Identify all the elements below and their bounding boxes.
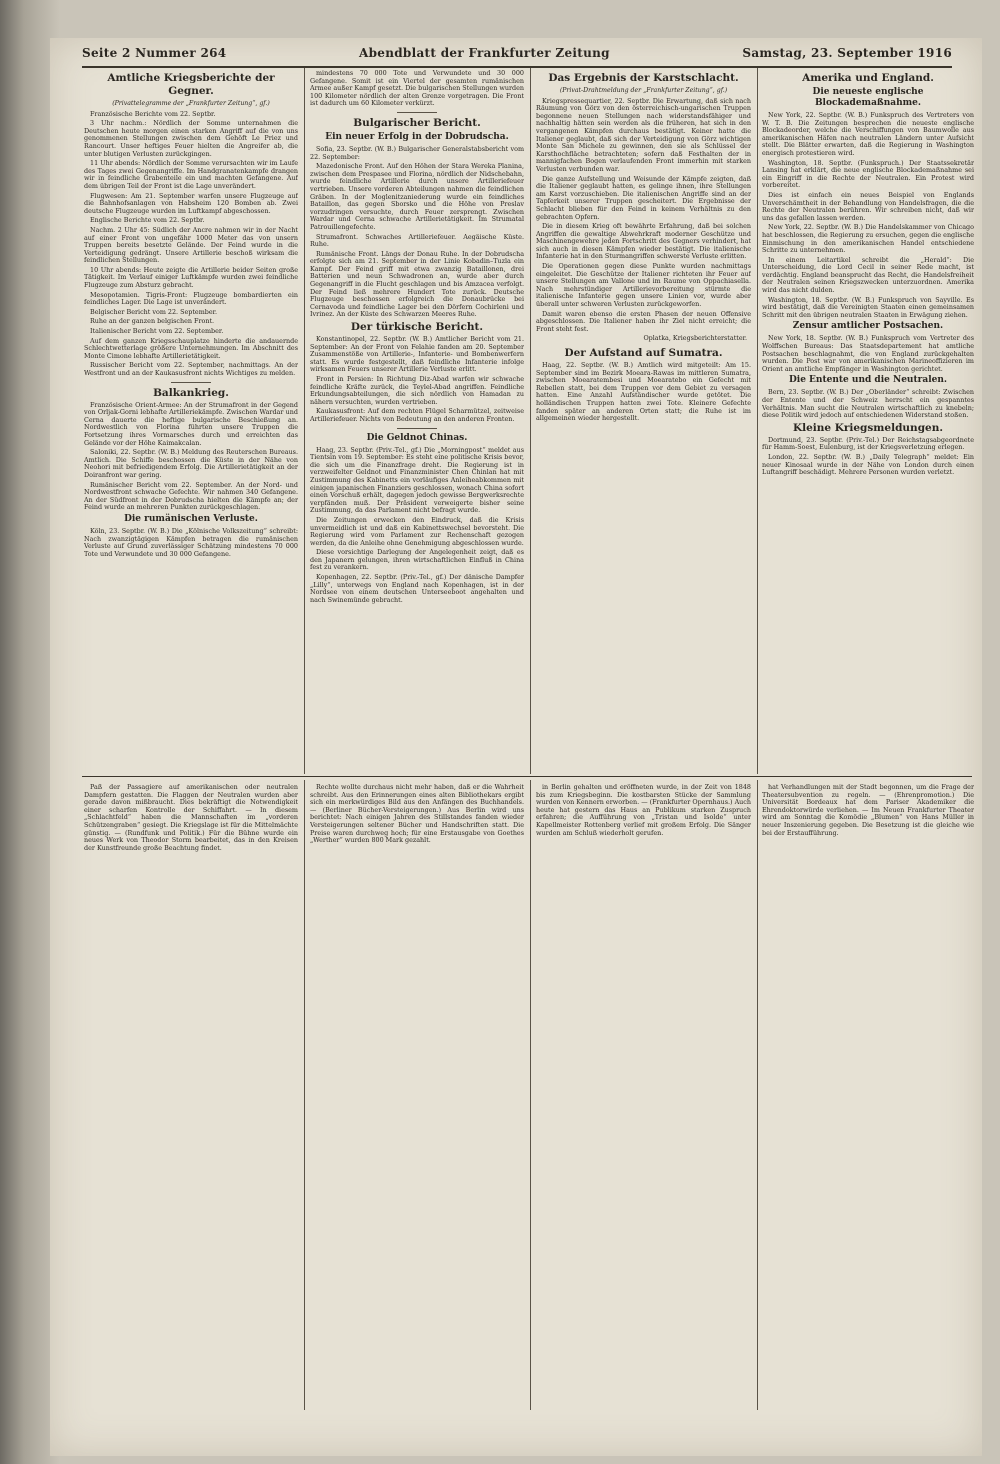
article-paragraph: Ruhe an der ganzen belgischen Front. [90,317,215,326]
column-rule [757,780,758,1410]
article-paragraph: Sofia, 23. Septbr. (W. B.) Bulgarischer Generalstabsbericht vom 22. September: [310,144,524,161]
article-paragraph: Mazedonische Front. Auf den Höhen der Stara Wereka Planina, zwischen dem Prespasee und Florina, nördlich der Nidschebahn, wurde feindliche Artillerie durch unsere Artilleriefeuer vertrieben. Unsere vorderen Abteilungen nahmen die feindlichen Gräben. In der Moglenitzaniederung wurde ein feindliches Bataillon, das gegen Sborsko und die Höhe von Preslav vorzudringen versuchte, durch Feuer zersprengt. Zwischen Wardar und Cerna schwache Artillerietätigkeit. Im Strumatal Patrouillengefechte. [310,162,524,231]
short-rule [171,382,211,383]
article-paragraph: Washington, 18. Septbr. (Funkspruch.) Der Staatssekretär Lansing hat erklärt, die neue englische Blockademaßnahme sei ein Eingriff in die Rechte der Neutralen. Ein Protest wird vorbereitet. [762,158,974,190]
article-paragraph: Haag, 22. Septbr. (W. B.) Amtlich wird mitgeteilt: Am 15. September sind im Bezirk Moeara-Rawas im mittleren Sumatra, zwischen Moearatembesi und Moearatebo ein Gefecht mit Rebellen statt, bei dem Truppen vor dem Gebiet zu versagen hatten. Eine Anzahl Aufständischer wurde getötet. Die holländischen Truppen hatten zwei Tote. Kleinere Gefechte fanden später an anderen Orten statt; die Ruhe ist im allgemeinen wieder hergestellt. [536,361,751,423]
article-paragraph: in Berlin gehalten und eröffneten wurde, in der Zeit von 1848 bis zum Kriegsbeginn. Die kostbarsten Stücke der Sammlung wurden von Kennern erworben. — (Frankfurter Opernhaus.) Auch heute hat gestern das Haus an Publikum starken Zuspruch erfahren; die Aufführung von „Tristan und Isolde“ unter Kapellmeister Rottenberg verlief mit großem Erfolg. Die Sänger wurden am Schluß wiederholt gerufen. [536,784,751,837]
page-number: Seite 2 Nummer 264 [82,46,227,60]
column-rule [304,780,305,1410]
masthead: Abendblatt der Frankfurter Zeitung [358,46,610,60]
column-2 [310,70,524,774]
article-paragraph: Köln, 23. Septbr. (W. B.) Die „Kölnische Volkszeitung“ schreibt: Nach zwanzigtägigen Kämpfen betragen die rumänischen Verluste auf Grund zuverlässiger Schätzung mindestens 70 000 Tote und Verwundete und 30 000 Gefangene. [84,526,298,558]
header-rule [82,66,952,68]
headline-bulgarian-report: Bulgarischer Bericht. [353,116,481,129]
article-paragraph: Mesopotamien. Tigris-Front: Flugzeuge bombardierten ein feindliches Lager. Die Lage ist unverändert. [84,290,298,307]
headline-entente-neutrals: Die Entente und die Neutralen. [788,375,948,386]
feuilleton-column-4 [762,784,974,1404]
headline-karst-battle: Das Ergebnis der Karstschlacht. [548,72,739,84]
article-paragraph: Dortmund, 23. Septbr. (Priv.-Tel.) Der Reichstagsabgeordnete für Hamm-Soest, Eulenburg, ist der Kriegsverletzung erlegen. [762,435,974,452]
column-4 [762,70,974,774]
issue-date: Samstag, 23. September 1916 [742,46,952,60]
feuilleton-column-2 [310,784,524,1404]
article-paragraph: Die Operationen gegen diese Punkte wurden nachmittags eingeleitet. Die Geschütze der Italiener richteten ihr Feuer auf unsere Stellungen am Vallone und im Raume von Oppachiasella. Nach mehrstündiger Artillerievorbereitung stürmte die italienische Infanterie gegen unsere Linien vor, wurde aber überall unter schweren Verlusten zurückgeworfen. [536,262,751,309]
article-paragraph: New York, 22. Septbr. (W. B.) Die Handelskammer von Chicago hat beschlossen, die Regierung zu ersuchen, gegen die englische Einmischung in den amerikanischen Handel entschiedene Schritte zu unternehmen. [762,223,974,255]
short-rule [397,112,437,113]
article-paragraph: Kopenhagen, 22. Septbr. (Priv.-Tel., gf.) Der dänische Dampfer „Lilly“, unterwegs von England nach Kopenhagen, ist in der Nordsee von einem deutschen Unterseeboot angehalten und nach Swinemünde gebracht. [310,573,524,604]
headline-subtitle: (Privat-Drahtmeldung der „Frankfurter Zeitung“, gf.) [559,87,728,94]
article-paragraph: New York, 22. Septbr. (W. B.) Funkspruch des Vertreters von W. T. B. Die Zeitungen besprechen die neueste englische Blockadeorder, welche die Verschiffungen von Baumwolle aus amerikanischen Häfen nach neutralen Ländern unter Aufsicht stellt. Die Blätter erwarten, daß die Regierung in Washington energisch protestieren wird. [762,111,974,157]
article-paragraph: Diese vorsichtige Darlegung der Angelegenheit zeigt, daß es den Japanern gelungen, ihren wirtschaftlichen Einfluß in China fest zu verankern. [310,548,524,572]
article-paragraph: Kriegspressequartier, 22. Septbr. Die Erwartung, daß sich nach Räumung von Görz von den österreichisch-ungarischen Truppen begonnene neuen Stellungen nach widerstandsfähiger und nachhaltig hätten sein werden als die früheren, hat sich in den vergangenen Kämpfen durchaus bestätigt. Keiner hatte die Italiener geglaubt, daß sich der Verteidigung von Görz wichtigen Monte San Michele zu gewinnen, den sie als Schlüssel der Karsthochfläche betrachteten; sofern daß Festhalten der in mannigfachen Bogen verlaufenden Front immerhin mit starken Verlusten verbunden war. [536,96,751,173]
page-header [82,46,952,64]
article-paragraph: 10 Uhr abends: Heute zeigte die Artillerie beider Seiten große Tätigkeit. Im Verlauf einiger Luftkämpfe wurden zwei feindliche Flugzeuge zum Absturz gebracht. [84,265,298,290]
article-paragraph: 3 Uhr nachm.: Nördlich der Somme unternahmen die Deutschen heute morgen einen starken Angriff auf die von uns genommenen Stellungen zwischen dem Gehöft Le Priez und Rancourt. Unser heftiges Feuer hielten die Angreifer ab, die unter blutigen Verlusten zurückgingen. [84,119,298,158]
section-divider [82,776,972,777]
article-paragraph: Strumafront. Schwaches Artilleriefeuer. Aegäische Küste. Ruhe. [310,232,524,249]
article-paragraph: Rumänische Front. Längs der Donau Ruhe. In der Dobrudscha erfolgte sich am 21. September in der Linie Kobadin–Tuzla ein Kampf. Der Feind griff mit etwa zwanzig Bataillonen, drei Batterien und neun Schwadronen an, wurde aber durch Gegenangriff in die Flucht geschlagen und bis Amzacea verfolgt. Der Feind ließ mehrere Hundert Tote zurück. Deutsche Flugzeuge beschossen erfolgreich die Donaubrücke bei Cernavoda und feindliche Lager bei den Dörfern Cochirleni und Ivrinez. An der Küste des Schwarzen Meeres Ruhe. [310,249,524,319]
column-rule [530,68,531,774]
article-paragraph: Dies ist einfach ein neues Beispiel von Englands Unverschämtheit in der Behandlung von Handelsfragen, die die Rechte der Neutralen berühren. Wir schreiben nicht, daß wir uns das gefallen lassen werden. [762,190,974,222]
article-paragraph: Die ganze Aufstellung und Weisunde der Kämpfe zeigten, daß die Italiener geglaubt hatten, es gelinge ihnen, ihre Stellungen am Karst vorzuschieben. Die italienischen Angriffe sind an der Tapferkeit unserer Truppen gescheitert. Die Ergebnisse der Schlacht blieben für den Feind in keinem Verhältnis zu den gebrachten Opfern. [536,174,751,221]
headline-small-war-news: Kleine Kriegsmeldungen. [792,421,944,434]
article-paragraph: mindestens 70 000 Tote und Verwundete und 30 000 Gefangene. Somit ist ein Viertel der gesamten rumänischen Armee außer Kampf gesetzt. Die bulgarischen Stellungen wurden 100 Kilometer nördlich der alten Grenze vorgetragen. Die Front ist dadurch um 60 Kilometer verkürzt. [310,70,524,108]
headline-war-reports: Amtliche Kriegsberichte der Gegner. [107,72,275,97]
headline-balkan-war: Balkankrieg. [153,386,229,399]
short-rule [397,428,437,429]
column-rule [530,780,531,1410]
headline-mail-censorship: Zensur amtlicher Postsachen. [792,321,944,332]
feuilleton-column-3 [536,784,751,1404]
article-paragraph: Kaukasusfront: Auf dem rechten Flügel Scharmützel, zeitweise Artilleriefeuer. Nichts von Bedeutung an den anderen Fronten. [310,407,524,423]
article-paragraph: New York, 18. Septbr. (W. B.) Funkspruch vom Vertreter des Wolffschen Bureaus: Das Staatsdepartement hat amtliche Postsachen beschlagnahmt, die von England zurückgehalten wurden. Die Post war von amerikanischen Marineoffizieren im Orient an amtliche Empfänger in Washington gerichtet. [762,334,974,373]
article-paragraph: Damit waren ebenso die ersten Phasen der neuen Offensive abgeschlossen. Die Italiener haben ihr Ziel nicht erreicht; die Front steht fest. [536,309,751,333]
article-paragraph: London, 22. Septbr. (W. B.) „Daily Telegraph“ meldet: Ein neuer Kinosaal wurde in der Nähe von London durch einen Luftangriff beschädigt. Mehrere Personen wurden verletzt. [762,452,974,477]
byline: Oplatka, Kriegsberichterstatter. [643,334,747,343]
article-paragraph: Die in diesem Krieg oft bewährte Erfahrung, daß bei solchen Angriffen die gewaltige Abwehrkraft moderner Geschütze und Maschinengewehre jeden Fortschritt des Gegners verhindert, hat sich auch in diesen Kämpfen wieder bestätigt. Die italienische Infanterie hat in den Sturmangriffen schwerste Verluste erlitten. [536,222,751,261]
article-paragraph: Saloniki, 22. Septbr. (W. B.) Meldung des Reuterschen Bureaus. Amtlich. Die Schiffe beschossen die Küste in der Nähe von Neohori mit befriedigendem Erfolg. Die Artillerietätigkeit an der Doiranfront war gering. [84,448,298,479]
article-paragraph: Belgischer Bericht vom 22. September. [90,307,218,316]
column-1 [84,70,298,774]
article-paragraph: Front in Persien: In Richtung Diz-Abad warfen wir schwache feindliche Kräfte zurück, die Teylel-Abad angriffen. Feindliche Erkundungsabteilungen, die sich nördlich von Hamadan zu nähern versuchten, wurden vertrieben. [310,375,524,406]
column-rule [304,68,305,774]
article-paragraph: Rechte wollte durchaus nicht mehr haben, daß er die Wahrheit schreibt. Aus den Erinnerungen eines alten Bibliothekars ergibt sich ein merkwürdiges Bild aus den Anfängen des Buchhandels. — (Berliner Bücher-Versteigerungen.) Aus Berlin wird uns berichtet: Nach einigen Jahren des Stillstandes fanden wieder Versteigerungen seltener Bücher und Handschriften statt. Die Preise waren durchweg hoch; für eine Erstausgabe von Goethes „Werther“ wurden 800 Mark gezahlt. [310,784,524,845]
headline-turkish-report: Der türkische Bericht. [350,321,484,334]
article-paragraph: Französische Orient-Armee: An der Strumafront in der Gegend von Orljak-Gorni lebhafte Artilleriekämpfe. Zwischen Wardar und Cerna dauerte die heftige bulgarische Beschießung an. Nordwestlich von Florina führten unsere Truppen die Fortsetzung ihres Vormarsches durch und erreichten das Gelände vor der Höhe Kaimakcalan. [84,400,298,447]
headline-sumatra-uprising: Der Aufstand auf Sumatra. [564,347,723,359]
article-paragraph: hat Verhandlungen mit der Stadt begonnen, um die Frage der Theatersubvention zu regeln. — (Ehrenpromotion.) Die Universität Bordeaux hat dem Pariser Akademiker die Ehrendoktorwürde verliehen. — Im Neuen Frankfurter Theater wird am Sonntag die Komödie „Blumen“ von Hans Müller in neuer Inszenierung gegeben. Die Besetzung ist die gleiche wie bei der Erstaufführung. [762,784,974,837]
headline-subtitle: (Privattelegramme der „Frankfurter Zeitung“, gf.) [112,100,270,107]
headline-romanian-losses: Die rumänischen Verluste. [124,513,258,524]
article-paragraph: In einem Leitartikel schreibt die „Herald“: Die Unterscheidung, die Lord Cecil in seiner Rede macht, ist verdächtig. England beansprucht das Recht, die Handelsfreiheit der Neutralen seinen Kriegszwecken unterzuordnen. Amerika wird das nicht dulden. [762,255,974,295]
article-paragraph: 11 Uhr abends: Nördlich der Somme verursachten wir im Laufe des Tages zwei Gegenangriffe. Im Handgranatenkampfe drangen wir in feindliche Grabenteile ein und machten Gefangene. Auf dem übrigen Teil der Front ist die Lage unverändert. [84,159,298,190]
article-paragraph: Englische Berichte vom 22. Septbr. [90,216,205,225]
article-paragraph: Washington, 18. Septbr. (W. B.) Funkspruch von Sayville. Es wird bestätigt, daß die Vereinigten Staaten einen gemeinsamen Schritt mit den übrigen neutralen Staaten in Erwägung ziehen. [762,295,974,319]
headline-china-money: Die Geldnot Chinas. [366,432,468,443]
headline-subtitle: Ein neuer Erfolg in der Dobrudscha. [325,131,509,142]
article-paragraph: Auf dem ganzen Kriegsschauplatze hinderte die andauernde Schlechtwetterlage größere Unternehmungen. Im Abschnitt des Monte Cimone lebhafte Artillerietätigkeit. [84,336,298,360]
article-paragraph: Konstantinopel, 22. Septbr. (W. B.) Amtlicher Bericht vom 21. September: An der Front von Felahie fanden am 20. September Zusammenstöße von Artillerie-, Infanterie- und Bombenwerfern statt. Es wurde festgestellt, daß feindliche Infanterie infolge wirksamen Feuers unserer Artillerie Verluste erlitt. [310,335,524,374]
article-paragraph: Die Zeitungen erwecken den Eindruck, daß die Krisis unvermeidlich ist und daß ein Kabinettswechsel bevorsteht. Die Regierung wird vom Parlament zur Rechenschaft gezogen werden, da die Anleihe ohne Genehmigung abgeschlossen wurde. [310,515,524,547]
article-paragraph: Bern, 23. Septbr. (W. B.) Der „Oberländer“ schreibt: Zwischen der Entente und der Schweiz herrscht ein gespanntes Verhältnis. Man sucht die Neutralen wirtschaftlich zu knebeln; diese Politik wird jedoch auf entschiedenen Widerstand stoßen. [762,388,974,420]
headline-subtitle: Die neueste englische Blockademaßnahme. [812,87,924,108]
article-paragraph: Rumänischer Bericht vom 22. September. An der Nord- und Nordwestfront schwache Gefechte. Wir nahmen 340 Gefangene. An der Südfront in der Dobrudscha hielten die Kämpfe an; der Feind wurde an mehreren Punkten zurückgeschlagen. [84,480,298,512]
article-paragraph: Französische Berichte vom 22. Septbr. [90,109,216,118]
feuilleton-column-1 [84,784,298,1404]
article-paragraph: Italienischer Bericht vom 22. September. [90,327,224,336]
article-paragraph: Paß der Passagiere auf amerikanischen oder neutralen Dampfern gestatten. Die Flaggen der Neutralen wurden aber gerade davon mißbraucht. Dies bekräftigt die Notwendigkeit einer scharfen Kontrolle der Schiffahrt. — In diesem „Schlachtfeld“ haben die Mannschaften im „vorderen Schützengraben“ gesiegt. Die Kriegslage ist für die Mittelmächte günstig. — (Rundfunk und Politik.) Für die Bühne wurde ein neues Werk von Theodor Storm bearbeitet, das in den Kreisen der Kunstfreunde große Beachtung findet. [84,784,298,852]
article-paragraph: Russischer Bericht vom 22. September, nachmittags. An der Westfront und an der Kaukasusfront nichts Wichtiges zu melden. [84,361,298,377]
article-paragraph: Flugwesen: Am 21. September warfen unsere Flugzeuge auf die Bahnhofsanlagen von Habsheim 120 Bomben ab. Zwei deutsche Flugzeuge wurden im Luftkampf abgeschossen. [84,191,298,215]
column-3 [536,70,751,774]
article-paragraph: Haag, 23. Septbr. (Priv.-Tel., gf.) Die „Morningpost“ meldet aus Tientsin vom 19. September: Es steht eine politische Krisis bevor, die sich um die Finanzfrage dreht. Die Regierung ist in verzweifelter Geldnot und Finanzminister Chen Chinlan hat mit Zustimmung des Kabinetts ein vorläufiges Anleiheabkommen mit einigen japanischen Finanziers geschlossen, wonach China sofort einen Vorschuß erhält, dagegen jedoch gewisse Bergwerksrechte verpfänden muß. Der Präsident verweigerte bisher seine Zustimmung, da das Parlament nicht befragt wurde. [310,445,524,515]
headline-america-england: Amerika und England. [802,72,934,84]
article-paragraph: Nachm. 2 Uhr 45: Südlich der Ancre nahmen wir in der Nacht auf einer Front von ungefähr 1000 Meter das von unsern Truppen bereits besetzte Gelände. Der Feind wurde in die Verteidigung gedrängt. Unsere Artillerie beschoß wirksam die feindlichen Stellungen. [84,225,298,265]
column-rule [757,68,758,774]
